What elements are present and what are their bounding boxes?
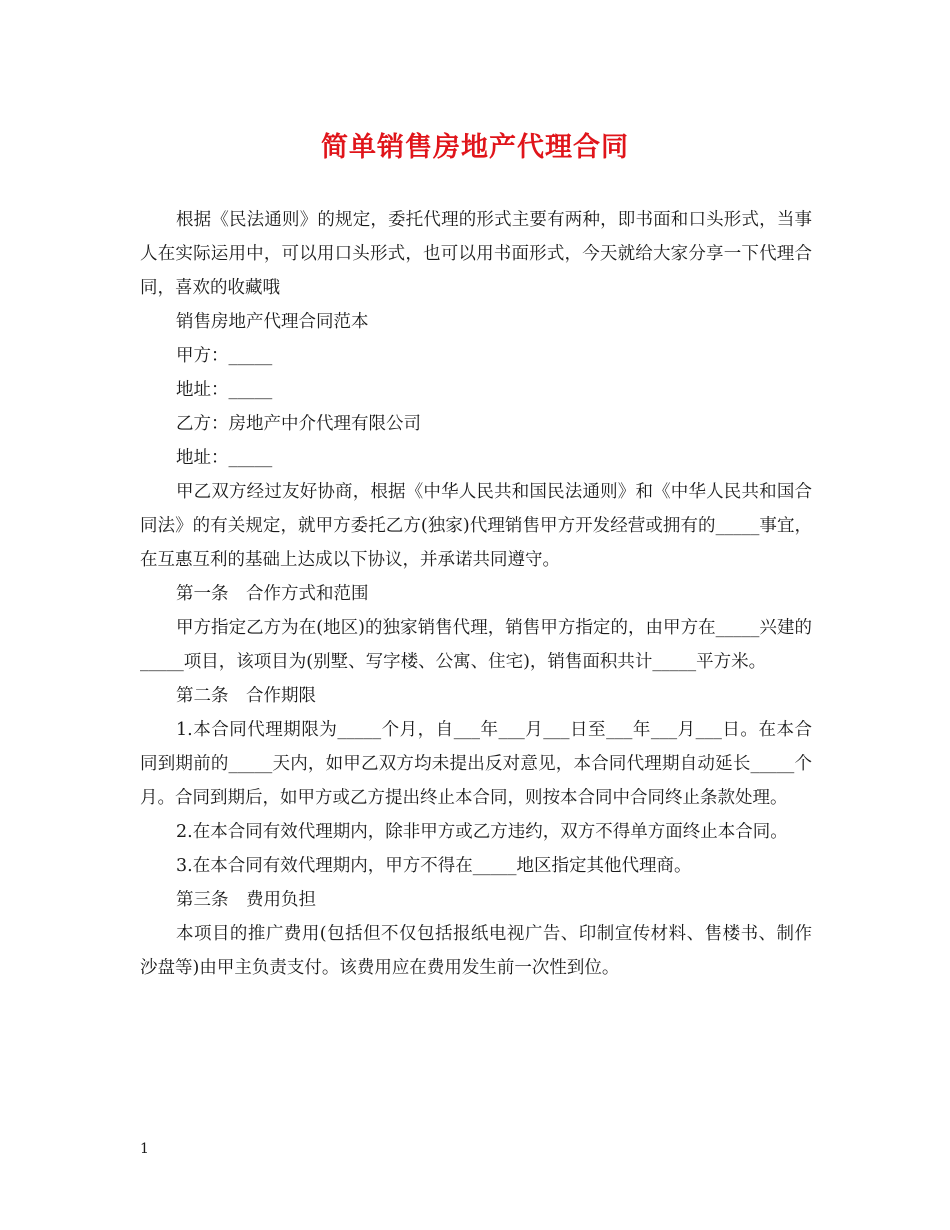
preamble-paragraph: 甲乙双方经过友好协商，根据《中华人民共和国民法通则》和《中华人民共和国合同法》的有关规定，就甲方委托乙方(独家)代理销售甲方开发经营或拥有的_____事宜，在互惠互利的基础上达成以下协议，并承诺共同遵守。: [140, 482, 812, 570]
article-3-body: 本项目的推广费用(包括但不仅包括报纸电视广告、印制宣传材料、售楼书、制作沙盘等)由甲主负责支付。该费用应在费用发生前一次性到位。: [140, 924, 812, 978]
contract-template-heading: 销售房地产代理合同范本: [176, 312, 369, 332]
article-2-clause-2: 2.在本合同有效代理期内，除非甲方或乙方违约，双方不得单方面终止本合同。: [176, 822, 788, 842]
document-body: [140, 203, 812, 985]
party-b-line: 乙方：房地产中介代理有限公司: [176, 414, 421, 434]
article-3-heading: 第三条 费用负担: [176, 890, 316, 910]
intro-paragraph: 根据《民法通则》的规定，委托代理的形式主要有两种，即书面和口头形式，当事人在实际运用中，可以用口头形式，也可以用书面形式，今天就给大家分享一下代理合同，喜欢的收藏哦: [140, 210, 812, 298]
article-1-heading: 第一条 合作方式和范围: [176, 584, 369, 604]
party-b-address-line: 地址：_____: [176, 448, 273, 468]
article-2-heading: 第二条 合作期限: [176, 686, 316, 706]
article-1-body: 甲方指定乙方为在(地区)的独家销售代理，销售甲方指定的，由甲方在_____兴建的_____项目，该项目为(别墅、写字楼、公寓、住宅)，销售面积共计_____平方米。: [140, 618, 812, 672]
party-a-line: 甲方：_____: [176, 346, 273, 366]
party-a-address-line: 地址：_____: [176, 380, 273, 400]
document-title: 简单销售房地产代理合同: [321, 132, 629, 163]
page-number: 1: [140, 1141, 149, 1157]
article-2-clause-3: 3.在本合同有效代理期内，甲方不得在_____地区指定其他代理商。: [176, 856, 692, 876]
article-2-clause-1: 1.本合同代理期限为_____个月，自___年___月___日至___年___月___日。在本合同到期前的_____天内，如甲乙双方均未提出反对意见，本合同代理期自动延长_____个月。合同到期后，如甲方或乙方提出终止本合同，则按本合同中合同终止条款处理。: [140, 720, 812, 808]
